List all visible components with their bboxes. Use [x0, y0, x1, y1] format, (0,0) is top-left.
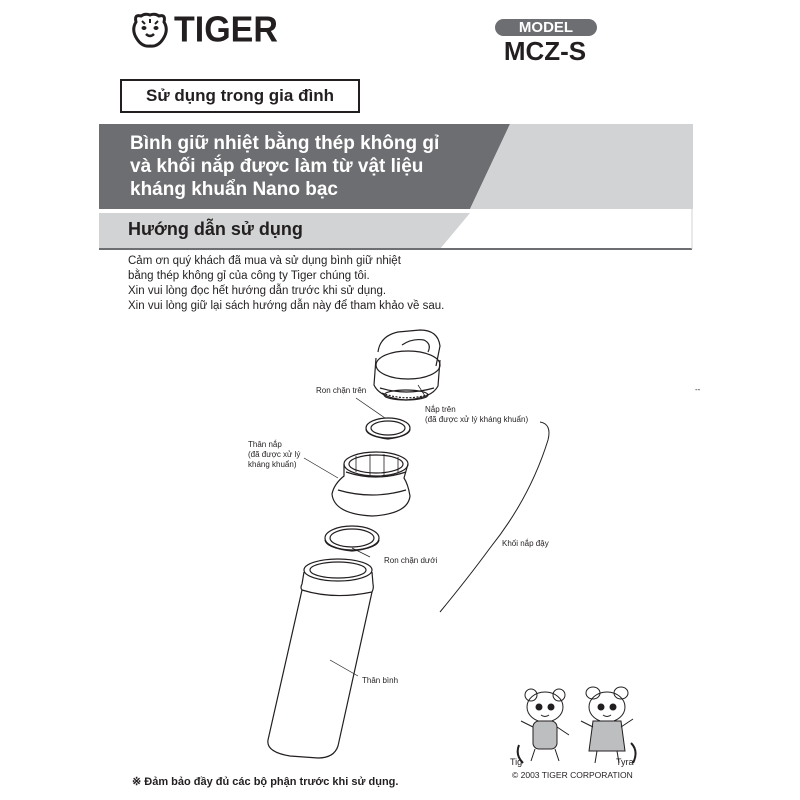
model-label: MODEL — [495, 19, 597, 36]
top-lid-drawing — [374, 330, 440, 400]
top-lid-label-line: (đã được xử lý kháng khuẩn) — [425, 415, 529, 424]
lower-gasket-label: Ron chặn dưới — [384, 556, 438, 565]
intro-line: Xin vui lòng đọc hết hướng dẫn trước khi sử dụng. — [128, 285, 387, 297]
lid-body-label-line: (đã được xử lý — [248, 450, 301, 459]
bottle-body-drawing — [268, 559, 373, 758]
copyright: © 2003 TIGER CORPORATION — [512, 770, 633, 780]
guide-title: Hướng dẫn sử dụng — [128, 219, 303, 239]
intro-line: bằng thép không gỉ của công ty Tiger chúng tôi. — [128, 270, 370, 282]
top-lid-label — [425, 405, 528, 425]
model-name: MCZ-S — [503, 36, 587, 66]
mascot-name-tyra: Tyra — [616, 757, 634, 767]
tig-mascot — [518, 689, 569, 763]
lid-body-drawing — [332, 452, 410, 516]
usage-label: Sử dụng trong gia đình — [120, 79, 360, 113]
lid-body-label-line: kháng khuẩn) — [248, 460, 297, 469]
lid-unit-bracket — [440, 422, 549, 612]
lid-body-label-line: Thân nắp — [248, 440, 282, 449]
upper-gasket-drawing — [366, 418, 410, 439]
title-line: kháng khuẩn Nano bạc — [130, 179, 338, 200]
brand-name: TIGER — [174, 9, 278, 50]
side-mark: -- — [695, 385, 701, 394]
bottle-body-label: Thân bình — [362, 676, 399, 685]
lower-gasket-drawing — [325, 526, 379, 551]
title-line: Bình giữ nhiệt bằng thép không gỉ — [130, 133, 440, 154]
intro-line: Cảm ơn quý khách đã mua và sử dụng bình giữ nhiệt — [128, 255, 401, 267]
title-line: và khối nắp được làm từ vật liệu — [130, 156, 424, 177]
upper-gasket-label: Ron chặn trên — [316, 386, 367, 395]
lid-unit-label: Khối nắp đậy — [502, 539, 549, 548]
lid-body-label — [248, 440, 300, 470]
mascot-name-tig: Tig — [510, 757, 523, 767]
tyra-mascot — [581, 687, 636, 763]
top-lid-label-line: Nắp trên — [425, 405, 456, 414]
usage-note: ※ Đảm bảo đầy đủ các bộ phận trước khi sử dụng. — [132, 776, 399, 788]
intro-line: Xin vui lòng giữ lại sách hướng dẫn này để tham khảo về sau. — [128, 300, 445, 312]
